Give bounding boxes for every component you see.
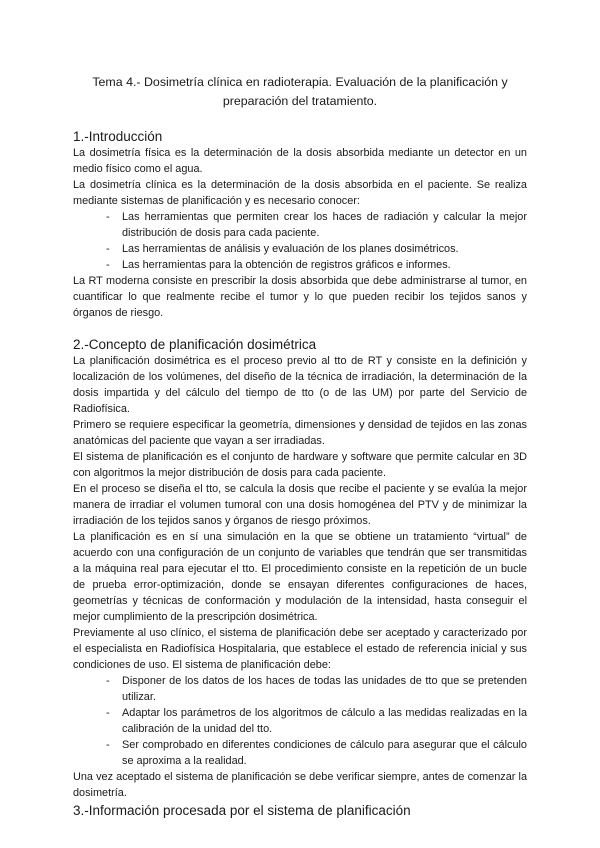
dash-bullet: - xyxy=(106,707,110,719)
list-item-text: Las herramientas para la obtención de registros gráficos e informes. xyxy=(122,259,451,271)
list-item xyxy=(106,241,527,257)
list-item xyxy=(106,673,527,705)
dash-bullet: - xyxy=(106,675,110,687)
paragraph: En el proceso se diseña el tto, se calcula la dosis que recibe el paciente y se evalúa la mejor manera de irradiar el volumen tumoral con una dosis homogénea del PTV y de minimizar la irradiación de los tejidos sanos y órganos de riesgo próximos. xyxy=(73,483,527,527)
paragraph: La RT moderna consiste en prescribir la dosis absorbida que debe administrarse al tumor, en cuantificar lo que realmente recibe el tumor y lo que pueden recibir los tejidos sanos y órganos de riesgo. xyxy=(73,275,527,319)
paragraph: La dosimetría física es la determinación de la dosis absorbida mediante un detector en un medio físico como el agua. xyxy=(73,147,527,175)
paragraph: Primero se requiere especificar la geometría, dimensiones y densidad de tejidos en las zonas anatómicas del paciente que vayan a ser irradiadas. xyxy=(73,419,527,447)
dash-bullet: - xyxy=(106,739,110,751)
dash-list xyxy=(73,209,527,273)
page-title: Tema 4.- Dosimetría clínica en radioterapia. Evaluación de la planificación y preparación del tratamiento. xyxy=(92,75,508,108)
list-item xyxy=(106,209,527,241)
paragraph: La planificación es en sí una simulación en la que se obtiene un tratamiento “virtual” de acuerdo con una configuración de un conjunto de variables que tendrán que ser transmitidas a la máquina real para ejecutar el tto. El procedimiento consiste en la repetición de un bucle de prueba error-optimización, donde se ensayan diferentes configuraciones de haces, geometrías y técnicas de conformación y modulación de la intensidad, hasta conseguir el mejor cumplimiento de la prescripción dosimétrica. xyxy=(73,531,527,623)
list-item xyxy=(106,257,527,273)
paragraph: Previamente al uso clínico, el sistema de planificación debe ser aceptado y caracterizado por el especialista en Radiofísica Hospitalaria, que establece el estado de referencia inicial y sus condiciones de uso. El sistema de planificación debe: xyxy=(73,627,527,671)
dash-list xyxy=(73,673,527,769)
paragraph: El sistema de planificación es el conjunto de hardware y software que permite calcular en 3D con algoritmos la mejor distribución de dosis para cada paciente. xyxy=(73,451,527,479)
dash-bullet: - xyxy=(106,259,110,271)
paragraph: La dosimetría clínica es la determinación de la dosis absorbida en el paciente. Se realiza mediante sistemas de planificación y es necesario conocer: xyxy=(73,179,527,207)
list-item-text: Las herramientas que permiten crear los haces de radiación y calcular la mejor distribución de dosis para cada paciente. xyxy=(122,211,527,239)
section-heading-introduccion: 1.-Introducción xyxy=(73,129,163,144)
section-heading-informacion: 3.-Información procesada por el sistema de planificación xyxy=(73,803,411,818)
section-heading-concepto: 2.-Concepto de planificación dosimétrica xyxy=(73,337,317,352)
list-item xyxy=(106,705,527,737)
list-item xyxy=(106,737,527,769)
list-item-text: Adaptar los parámetros de los algoritmos de cálculo a las medidas realizadas en la calibración de la unidad del tto. xyxy=(122,707,527,735)
list-item-text: Ser comprobado en diferentes condiciones de cálculo para asegurar que el cálculo se aproxima a la realidad. xyxy=(122,739,527,767)
paragraph: La planificación dosimétrica es el proceso previo al tto de RT y consiste en la definición y localización de los volúmenes, del diseño de la técnica de irradiación, la determinación de la dosis impartida y del cálculo del tiempo de tto (o de las UM) por parte del Servicio de Radiofísica. xyxy=(73,355,527,415)
dash-bullet: - xyxy=(106,243,110,255)
dash-bullet: - xyxy=(106,211,110,223)
list-item-text: Las herramientas de análisis y evaluación de los planes dosimétricos. xyxy=(122,243,459,255)
list-item-text: Disponer de los datos de los haces de todas las unidades de tto que se pretenden utilizar. xyxy=(122,675,527,703)
paragraph: Una vez aceptado el sistema de planificación se debe verificar siempre, antes de comenzar la dosimetría. xyxy=(73,771,527,799)
